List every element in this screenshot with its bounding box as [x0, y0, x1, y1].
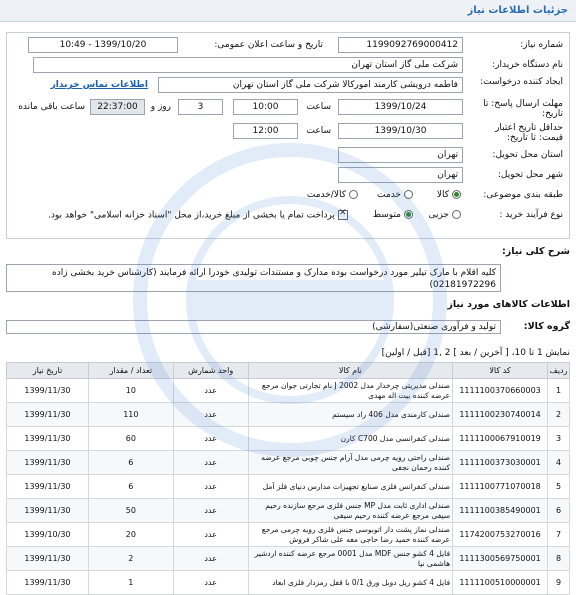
cell-need-date: 1399/11/30 [7, 403, 89, 427]
checkbox-checked-icon[interactable] [338, 210, 348, 220]
cell-need-date: 1399/11/30 [7, 499, 89, 523]
remaining-label: ساعت باقی مانده [18, 102, 85, 112]
table-row[interactable] [7, 475, 570, 499]
cell-quantity: 1 [88, 571, 173, 595]
cell-quantity: 6 [88, 475, 173, 499]
description-label: شرح کلی نیاز: [501, 246, 570, 257]
cell-row-number: 1 [548, 379, 570, 403]
col-item-code: کد کالا [453, 363, 548, 379]
category-option-service[interactable]: خدمت [377, 190, 413, 200]
cell-quantity: 60 [88, 427, 173, 451]
cell-item-code: 1111100771070018 [453, 475, 548, 499]
cell-item-code: 1111100510000001 [453, 571, 548, 595]
cell-quantity: 6 [88, 451, 173, 475]
cell-quantity: 10 [88, 379, 173, 403]
cell-unit: عدد [173, 451, 248, 475]
cell-unit: عدد [173, 571, 248, 595]
goods-section-title: اطلاعات کالاهای مورد نیاز [447, 299, 570, 310]
cell-item-name: صندلی اداری ثابت مدل MP جنس فلزی مرجع سازنده رحیم سیفی مرجع عرضه کننده رحیم سیفی [248, 499, 452, 523]
cell-item-name: فایل 4 کشو جنس MDF مدل 0001 مرجع عرضه کننده اردشیر هاشمی نیا [248, 547, 452, 571]
col-item-name: نام کالا [248, 363, 452, 379]
validity-time-field[interactable]: 12:00 [233, 123, 298, 139]
radio-selected-icon[interactable] [452, 190, 461, 199]
cell-unit: عدد [173, 379, 248, 403]
cell-row-number: 6 [548, 499, 570, 523]
description-field[interactable]: کلیه اقلام با مارک تیلیر مورد درخواست بوده مدارک و مستندات تولیدی خودرا ارائه فرمایند (کارشناس خرید بخشی زاده 02181972296) [6, 264, 501, 292]
category-option-goods[interactable]: کالا [437, 190, 461, 200]
process-label: نوع فرآیند خرید : [499, 210, 563, 220]
cell-row-number: 5 [548, 475, 570, 499]
cell-item-name: صندلی کارمندی مدل 406 راد سیستم [248, 403, 452, 427]
validity-time-label: ساعت [306, 126, 331, 136]
cell-need-date: 1399/11/30 [7, 427, 89, 451]
page-title: جزئیات اطلاعات نیاز [467, 5, 568, 16]
goods-group-label: گروه کالا: [523, 321, 570, 332]
table-row[interactable] [7, 547, 570, 571]
cell-unit: عدد [173, 499, 248, 523]
cell-need-date: 1399/11/30 [7, 475, 89, 499]
payment-note[interactable]: ✕پرداخت تمام یا بخشی از مبلغ خرید،از محل "اسناد خزانه اسلامی" خواهد بود. [48, 210, 348, 221]
pagination[interactable]: نمایش 1 تا 10، [ آخرین / بعد ] 2 ,1 [قبل / اولین] [381, 348, 570, 358]
table-row[interactable] [7, 523, 570, 547]
cell-unit: عدد [173, 523, 248, 547]
row-deadline [13, 99, 563, 117]
col-row-number: ردیف [548, 363, 570, 379]
table-row[interactable] [7, 499, 570, 523]
category-option-goods-service[interactable]: کالا/خدمت [307, 190, 358, 200]
col-unit: واحد شمارش [173, 363, 248, 379]
table-row[interactable] [7, 451, 570, 475]
cell-item-name: صندلی کنفرانس فلزی صنایع تجهیزات مدارس دنیای فلز آمل [248, 475, 452, 499]
cell-need-date: 1399/11/30 [7, 571, 89, 595]
cell-item-code: 1111100373030001 [453, 451, 548, 475]
table-row[interactable] [7, 379, 570, 403]
table-row[interactable] [7, 571, 570, 595]
creator-field[interactable]: فاطمه درویشی کارمند امورکالا شرکت ملی گاز استان تهران [158, 77, 463, 93]
deadline-date-field[interactable]: 1399/10/24 [338, 99, 463, 115]
buyer-field[interactable]: شرکت ملی گاز استان تهران [33, 57, 463, 73]
row-need-number [13, 37, 563, 55]
col-quantity: تعداد / مقدار [88, 363, 173, 379]
cell-row-number: 3 [548, 427, 570, 451]
remaining-time-field: 22:37:00 [90, 99, 145, 115]
process-option-minor[interactable]: جزیی [428, 210, 461, 220]
cell-item-name: صندلی کنفرانسی مدل C700 کارن [248, 427, 452, 451]
col-need-date: تاریخ نیاز [7, 363, 89, 379]
radio-selected-icon[interactable] [404, 210, 413, 219]
cell-item-code: 1111100230740014 [453, 403, 548, 427]
table-row[interactable] [7, 403, 570, 427]
row-validity [13, 123, 563, 141]
announce-label: تاریخ و ساعت اعلان عمومی: [214, 40, 323, 50]
deadline-time-label: ساعت [306, 102, 331, 112]
cell-row-number: 8 [548, 547, 570, 571]
row-city [13, 167, 563, 185]
row-province [13, 147, 563, 165]
cell-row-number: 7 [548, 523, 570, 547]
cell-item-name: صندلی مدیریتی چرخدار مدل 2002 J نام تجارتی جوان مرجع عرضه کننده بیت اله مهدی [248, 379, 452, 403]
deadline-time-field[interactable]: 10:00 [233, 99, 298, 115]
cell-item-name: صندلی راحتی رویه چرمی مدل آرام جنس چوبی مرجع عرضه کننده رحمان نجفی [248, 451, 452, 475]
cell-unit: عدد [173, 427, 248, 451]
need-number-field[interactable]: 1199092769000412 [338, 37, 463, 53]
contact-buyer-link[interactable]: اطلاعات تماس خریدار [50, 80, 148, 90]
creator-label: ایجاد کننده درخواست: [480, 77, 563, 87]
cell-item-code: 1174200753270016 [453, 523, 548, 547]
deadline-label: مهلت ارسال پاسخ: تا تاریخ: [483, 99, 563, 119]
cell-item-code: 1111100067910019 [453, 427, 548, 451]
cell-unit: عدد [173, 475, 248, 499]
need-number-label: شماره نیاز: [520, 40, 563, 50]
cell-row-number: 9 [548, 571, 570, 595]
radio-icon[interactable] [349, 190, 358, 199]
city-field[interactable]: تهران [338, 167, 463, 183]
row-buyer [13, 57, 563, 75]
radio-icon[interactable] [452, 210, 461, 219]
goods-table-body [7, 379, 570, 595]
cell-unit: عدد [173, 547, 248, 571]
table-header-row [7, 363, 570, 379]
page-header [0, 0, 576, 22]
validity-date-field[interactable]: 1399/10/30 [338, 123, 463, 139]
buyer-label: نام دستگاه خریدار: [492, 60, 563, 70]
row-creator [13, 77, 563, 95]
row-category [13, 187, 563, 205]
goods-table [6, 362, 570, 595]
cell-item-name: صندلی نماز پشت دار اتوبوسی جنس فلزی رویه چرمی مرجع عرضه کننده حمید رضا حاجی معه علی شاکر فروش [248, 523, 452, 547]
days-label: روز و [150, 102, 171, 112]
cell-quantity: 2 [88, 547, 173, 571]
table-row[interactable] [7, 427, 570, 451]
cell-quantity: 50 [88, 499, 173, 523]
radio-icon[interactable] [404, 190, 413, 199]
need-details-form [6, 32, 570, 239]
cell-row-number: 4 [548, 451, 570, 475]
cell-item-code: 1111300569750001 [453, 547, 548, 571]
cell-need-date: 1399/10/30 [7, 523, 89, 547]
cell-need-date: 1399/11/30 [7, 451, 89, 475]
cell-quantity: 20 [88, 523, 173, 547]
announce-field[interactable]: 1399/10/20 - 10:49 [28, 37, 178, 53]
city-label: شهر محل تحویل: [497, 170, 563, 180]
validity-label: حداقل تاریخ اعتبار قیمت: تا تاریخ: [495, 123, 563, 143]
cell-need-date: 1399/11/30 [7, 547, 89, 571]
province-label: استان محل تحویل: [492, 150, 563, 160]
cell-unit: عدد [173, 403, 248, 427]
goods-group-field[interactable]: تولید و فرآوری صنعتی(سفارشی) [6, 320, 501, 334]
row-process [13, 207, 563, 225]
cell-row-number: 2 [548, 403, 570, 427]
province-field[interactable]: تهران [338, 147, 463, 163]
category-label: طبقه بندی موضوعی: [483, 190, 563, 200]
cell-quantity: 110 [88, 403, 173, 427]
cell-item-name: فایل 4 کشو ریل دوبل ورق 0/1 با قفل رمزدار فلزی ابعاد [248, 571, 452, 595]
process-option-medium[interactable]: متوسط [373, 210, 413, 220]
days-field[interactable]: 3 [178, 99, 223, 115]
cell-item-code: 1111100385490001 [453, 499, 548, 523]
cell-need-date: 1399/11/30 [7, 379, 89, 403]
cell-item-code: 1111100370660003 [453, 379, 548, 403]
